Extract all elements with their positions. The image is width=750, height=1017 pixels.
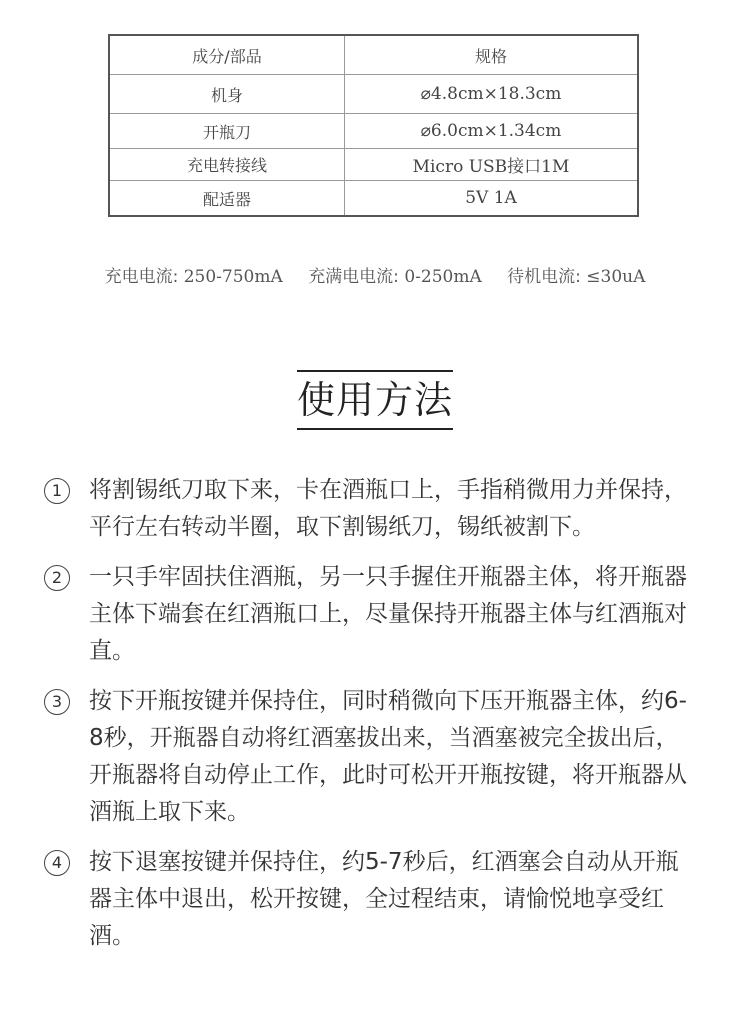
step-number-badge: 2 bbox=[44, 565, 70, 591]
spec-component-cell: 充电转接线 bbox=[109, 149, 345, 181]
step-number-badge: 4 bbox=[44, 850, 70, 876]
spec-header-component: 成分/部品 bbox=[109, 35, 345, 75]
spec-header-spec: 规格 bbox=[345, 35, 639, 75]
charging-current-value: 250-750mA bbox=[183, 267, 283, 287]
table-row bbox=[109, 114, 638, 149]
list-item bbox=[44, 472, 694, 546]
spec-value-cell: Micro USB接口1M bbox=[345, 149, 639, 181]
charging-current bbox=[105, 267, 283, 287]
spec-component-cell: 配适器 bbox=[109, 181, 345, 217]
usage-steps-list bbox=[44, 472, 694, 968]
full-charge-current-value: 0-250mA bbox=[404, 267, 482, 287]
step-number-badge: 1 bbox=[44, 478, 70, 504]
step-text: 按下退塞按键并保持住，约5-7秒后，红酒塞会自动从开瓶器主体中退出，松开按键，全过程结束，请愉悦地享受红酒。 bbox=[89, 849, 679, 949]
spec-component-cell: 机身 bbox=[109, 75, 345, 114]
spec-value-cell: ⌀4.8cm×18.3cm bbox=[345, 75, 639, 114]
step-number-badge: 3 bbox=[44, 689, 70, 715]
charging-current-label: 充电电流: bbox=[104, 267, 179, 287]
standby-current-value: ≤30uA bbox=[586, 267, 646, 287]
list-item bbox=[44, 559, 694, 670]
step-text: 一只手牢固扶住酒瓶，另一只手握住开瓶器主体，将开瓶器主体下端套在红酒瓶口上，尽量保持开瓶器主体与红酒瓶对直。 bbox=[89, 564, 687, 664]
table-row bbox=[109, 181, 638, 217]
table-row bbox=[109, 75, 638, 114]
current-info-line bbox=[0, 262, 750, 287]
list-item bbox=[44, 683, 694, 831]
spec-component-cell: 开瓶刀 bbox=[109, 114, 345, 149]
step-text: 将割锡纸刀取下来，卡在酒瓶口上，手指稍微用力并保持，平行左右转动半圈，取下割锡纸刀，锡纸被割下。 bbox=[89, 477, 687, 540]
step-text: 按下开瓶按键并保持住，同时稍微向下压开瓶器主体，约6-8秒，开瓶器自动将红酒塞拔出来，当酒塞被完全拔出后，开瓶器将自动停止工作，此时可松开开瓶按键，将开瓶器从酒瓶上取下来。 bbox=[89, 688, 687, 825]
spec-value-cell: ⌀6.0cm×1.34cm bbox=[345, 114, 639, 149]
spec-table bbox=[108, 34, 639, 217]
table-row bbox=[109, 149, 638, 181]
full-charge-current-label: 充满电电流: bbox=[308, 267, 399, 287]
full-charge-current bbox=[308, 267, 482, 287]
spec-value-cell: 5V 1A bbox=[345, 181, 639, 217]
list-item bbox=[44, 844, 694, 955]
usage-section-title: 使用方法 bbox=[297, 370, 453, 430]
spec-table-header-row bbox=[109, 35, 638, 75]
standby-current bbox=[507, 267, 645, 287]
standby-current-label: 待机电流: bbox=[507, 267, 581, 287]
